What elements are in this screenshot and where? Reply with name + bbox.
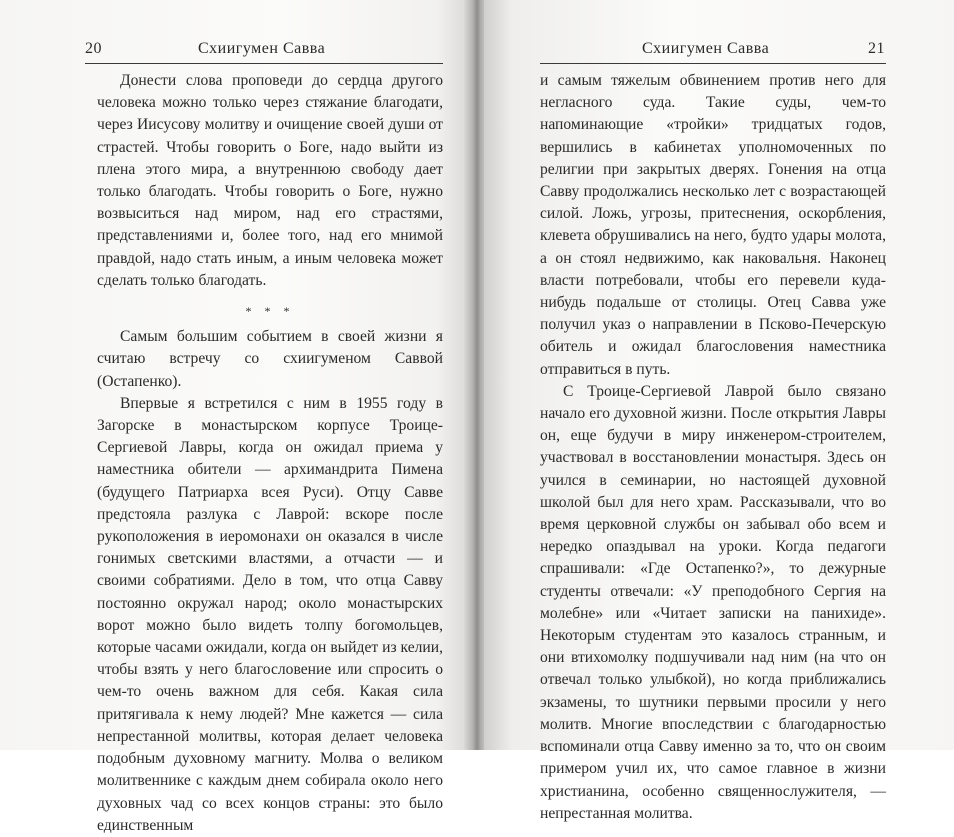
right-running-head: Схиигумен Савва [642,40,770,57]
left-page-number: 20 [85,40,102,57]
left-body-text [97,70,443,837]
right-body-text [540,70,886,825]
section-break: * * * [245,304,295,319]
right-page [484,0,954,822]
left-header-rule [85,63,443,64]
left-running-head: Схиигумен Савва [198,40,326,57]
paragraph: Донести слова проповеди до сердца другого человека можно только через стяжание благодати, через Иисусову молитву и очищение своей души от страстей. Чтобы говорить о Боге, надо выйти из плена этого мира, а внутреннюю свободу дает только благодать. Чтобы говорить о Боге, нужно возвыситься над миром, над его страстями, представлениями и, более того, над его мнимой правдой, надо стать иным, а иным человека может сделать только благодать. [97,72,443,289]
paragraph: Впервые я встретился с ним в 1955 году в Загорске в монастырском корпусе Троице-Сергиевой Лавры, когда он ожидал приема у наместника обители — архимандрита Пимена (будущего Патриарха всея Руси). Отцу Савве предстояла разлука с Лаврой: вскоре после рукоположения в иеромонахи он оказался в числе гонимых светскими властями, а отчасти — и своими собратиями. Дело в том, что отца Савву постоянно окружал народ; около монастырских ворот можно было видеть толпу богомольцев, которые часами ожидали, когда он выйдет из келии, чтобы взять у него благословение или спросить о чем-то очень важном для себя. Какая сила притягивала к нему людей? Мне кажется — сила непрестанной молитвы, которая делает человека подобным духовному магниту. Молва о великом молитвеннике с каждым днем собирала около него духовных чад со всех концов страны: это было единственным [97,394,443,834]
paragraph: Самым большим событием в своей жизни я считаю встречу со схиигуменом Саввой (Остапенко). [97,328,443,390]
right-page-number: 21 [868,40,885,57]
paragraph: С Троице-Сергиевой Лаврой было связано начало его духовной жизни. После открытия Лавры он, еще будучи в миру инженером-строителем, участвовал в восстановлении монастыря. Здесь он учился в семинарии, но настоящей духовной школой был для него храм. Рассказывали, что во время церковной службы он забывал обо всем и нередко опаздывал на уроки. Когда педагоги спрашивали: «Где Остапенко?», то дежурные студенты отвечали: «У преподобного Сергия на молебне» или «Читает записки на панихиде». Некоторым студентам это казалось странным, и они втихомолку подшучивали над ним (на что он отвечал только улыбкой), но когда приближались экзамены, то шутники первыми просили у него молитв. Многие впоследствии с благодарностью вспоминали отца Савву именно за то, что он своим примером учил их, что самое главное в жизни христианина, особенно священнослужителя, — непрестанная молитва. [540,382,886,822]
paragraph: и самым тяжелым обвинением против него для негласного суда. Такие суды, чем-то напоминающие «тройки» тридцатых годов, вершились в кабинетах уполномоченных по религии при закрытых дверях. Гонения на отца Савву продолжались несколько лет с возрастающей силой. Ложь, угрозы, притеснения, оскорбления, клевета обрушивались на него, будто удары молота, а он стоял недвижимо, как наковальня. Наконец власти потребовали, чтобы его перевели куда-нибудь подальше от столицы. Отец Савва уже получил указ о направлении в Псково-Печерскую обитель и ожидал благословения наместника отправиться в путь. [540,72,886,378]
left-page [0,0,470,834]
right-header-rule [540,63,886,64]
